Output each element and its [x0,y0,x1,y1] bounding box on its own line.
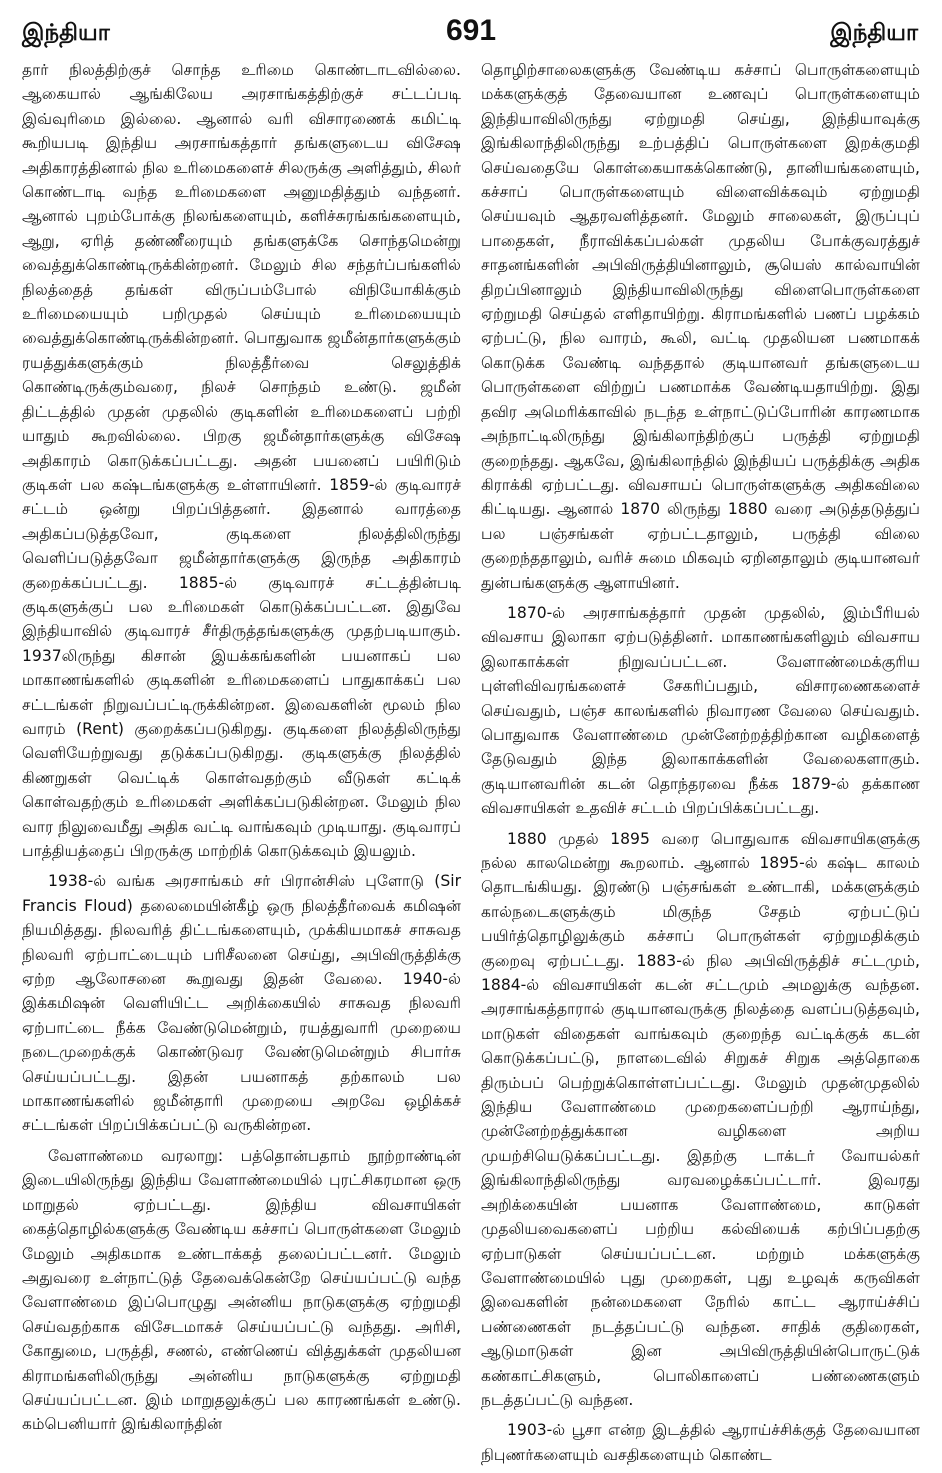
header-right-title: இந்தியா [830,20,918,46]
right-paragraph-3: 1880 முதல் 1895 வரை பொதுவாக விவசாயிகளுக்கு நல்ல காலமென்று கூறலாம். ஆனால் 1895-ல் கஷ்ட காலம் தொடங்கியது. இரண்டு பஞ்சங்கள் உண்டாகி, மக்களுக்கும் கால்நடைகளுக்கும் மிகுந்த சேதம் ஏற்பட்டுப் பயிர்த்தொழிலுக்கும் கச்சாப் பொருள்கள் ஏற்றுமதிக்கும் குறைவு ஏற்பட்டது. 1883-ல் நில அபிவிருத்திச் சட்டமும், 1884-ல் விவசாயிகள் கடன் சட்டமும் அமலுக்கு வந்தன. அரசாங்கத்தாரால் குடியானவருக்கு நிலத்தை வளப்படுத்தவும், மாடுகள் விதைகள் வாங்கவும் குறைந்த வட்டிக்குக் கடன் கொடுக்கப்பட்டு, நாளடைவில் சிறுகச் சிறுக அத்தொகை திரும்பப் பெற்றுக்கொள்ளப்பட்டது. மேலும் முதன்முதலில் இந்திய வேளாண்மை முறைகளைப்பற்றி ஆராய்ந்து, முன்னேற்றத்துக்கான வழிகளை அறிய முயற்சியெடுக்கப்பட்டது. இதற்கு டாக்டர் வோயல்கர் இங்கிலாந்திலிருந்து வரவழைக்கப்பட்டார். இவரது அறிக்கையின் பயனாக வேளாண்மை, காடுகள் முதலியவைகளைப் பற்றிய கல்வியைக் கற்பிப்பதற்கு ஏற்பாடுகள் செய்யப்பட்டன. மற்றும் மக்களுக்கு வேளாண்மையில் புது முறைகள், புது உழவுக் கருவிகள் இவைகளின் நன்மைகளை நேரில் காட்ட ஆராய்ச்சிப் பண்ணைகள் நடத்தப்பட்டு வந்தன. சாதிக் குதிரைகள், ஆடுமாடுகள் இன அபிவிருத்தியின்பொருட்டுக் கண்காட்சிகளும், பொலிகாளைப் பண்ணைகளும் நடத்தப்பட்டு வந்தன. [481,829,920,1409]
two-column-body [14,58,928,1473]
running-header [14,14,928,58]
left-paragraph-3: வேளாண்மை வரலாறு: பத்தொன்பதாம் நூற்றாண்டின் இடையிலிருந்து இந்திய வேளாண்மையில் புரட்சிகரமான ஒரு மாறுதல் ஏற்பட்டது. இந்திய விவசாயிகள் கைத்தொழில்களுக்கு வேண்டிய கச்சாப் பொருள்களை மேலும் மேலும் அதிகமாக உண்டாக்கத் தலைப்பட்டனர். மேலும் அதுவரை உள்நாட்டுத் தேவைக்கென்றே செய்யப்பட்டு வந்த வேளாண்மை இப்பொழுது அன்னிய நாடுகளுக்கு ஏற்றுமதி செய்வதற்காக விசேடமாகச் செய்யப்பட்டு வந்தது. அரிசி, கோதுமை, பருத்தி, சணல், எண்ணெய் வித்துக்கள் முதலியன கிராமங்களிலிருந்து அன்னிய நாடுகளுக்கு ஏற்றுமதி செய்யப்பட்டன. இம் மாறுதலுக்குப் பல காரணங்கள் உண்டு. கம்பெனியார் இங்கிலாந்தின் [22,1146,461,1434]
left-paragraph-2: 1938-ல் வங்க அரசாங்கம் சர் பிரான்சிஸ் புளோடு (Sir Francis Floud) தலைமையின்கீழ் ஒரு நிலத்தீர்வைக் கமிஷன் நியமித்தது. நிலவரித் திட்டங்களையும், முக்கியமாகச் சாசுவத நிலவரி ஏற்பாட்டையும் பரிசீலனை செய்து, அபிவிருத்திக்கு ஏற்ற ஆலோசனை கூறுவது இதன் வேலை. 1940-ல் இக்கமிஷன் வெளியிட்ட அறிக்கையில் சாசுவத நிலவரி ஏற்பாட்டை நீக்க வேண்டுமென்றும், ரயத்துவாரி முறையை நடைமுறைக்குக் கொண்டுவர வேண்டுமென்றும் சிபார்சு செய்யப்பட்டது. இதன் பயனாகத் தற்காலம் பல மாகாணங்களில் ஜமீன்தாரி முறையை அறவே ஒழிக்கச் சட்டங்கள் பிறப்பிக்கப்பட்டு வருகின்றன. [22,872,461,1135]
left-paragraph-1: தார் நிலத்திற்குச் சொந்த உரிமை கொண்டாடவில்லை. ஆகையால் ஆங்கிலேய அரசாங்கத்திற்குச் சட்டப்படி இவ்வுரிமை இல்லை. ஆனால் வரி விசாரணைக் கமிட்டி கூறியபடி இந்திய அரசாங்கத்தார் தங்களுடைய விசேஷ அதிகாரத்தினால் நில உரிமைகளைச் சிலருக்கு அளித்தும், சிலர் கொண்டாடி வந்த உரிமைகளை அனுமதித்தும் வந்தனர். ஆனால் புறம்போக்கு நிலங்களையும், களிச்சுரங்கங்களையும், ஆறு, ஏரித் தண்ணீரையும் தங்களுக்கே சொந்தமென்று வைத்துக்கொண்டிருக்கின்றனர். மேலும் சில சந்தர்ப்பங்களில் நிலத்தைத் தங்கள் விருப்பம்போல் விநியோகிக்கும் உரிமையையும் பறிமுதல் செய்யும் உரிமையையும் வைத்துக்கொண்டிருக்கின்றனர். பொதுவாக ஜமீன்தார்களுக்கும் ரயத்துக்களுக்கும் நிலத்தீர்வை செலுத்திக் கொண்டிருக்கும்வரை, நிலச் சொந்தம் உண்டு. ஜமீன் திட்டத்தில் முதன் முதலில் குடிகளின் உரிமைகளைப் பற்றி யாதும் கூறவில்லை. பிறகு ஜமீன்தார்களுக்கு விசேஷ அதிகாரம் கொடுக்கப்பட்டது. அதன் பயனைப் பயிரிடும் குடிகள் பல கஷ்டங்களுக்கு உள்ளாயினர். 1859-ல் குடிவாரச் சட்டம் ஒன்று பிறப்பித்தனர். இதனால் வாரத்தை அதிகப்படுத்தவோ, குடிகளை நிலத்திலிருந்து வெளிப்படுத்தவோ ஜமீன்தார்களுக்கு இருந்த அதிகாரம் குறைக்கப்பட்டது. 1885-ல் குடிவாரச் சட்டத்தின்படி குடிகளுக்குப் பல உரிமைகள் கொடுக்கப்பட்டன. இதுவே இந்தியாவில் குடிவாரச் சீர்திருத்தங்களுக்கு முதற்படியாகும். 1937லிருந்து கிசான் இயக்கங்களின் பயனாகப் பல மாகாணங்களில் குடிகளின் உரிமைகளைப் பாதுகாக்கப் பல சட்டங்கள் நிறுவப்பட்டிருக்கின்றன. இவைகளின் மூலம் நில வாரம் (Rent) குறைக்கப்படுகிறது. குடிகளை நிலத்திலிருந்து வெளியேற்றுவது தடுக்கப்படுகிறது. குடிகளுக்கு நிலத்தில் கிணறுகள் வெட்டிக் கொள்வதற்கும் வீடுகள் கட்டிக் கொள்வதற்கும் உரிமைகள் அளிக்கப்படுகின்றன. மேலும் நில வார நிலுவைமீது அதிக வட்டி வாங்கவும் முடியாது. குடிவாரப் பாத்தியத்தைப் பிறருக்கு மாற்றிக் கொடுக்கவும் இயலும். [22,61,461,860]
header-left-title: இந்தியா [22,20,110,46]
right-paragraph-1: தொழிற்சாலைகளுக்கு வேண்டிய கச்சாப் பொருள்களையும் மக்களுக்குத் தேவையான உணவுப் பொருள்களையும் இந்தியாவிலிருந்து ஏற்றுமதி செய்து, இந்தியாவுக்கு இங்கிலாந்திலிருந்து உற்பத்திப் பொருள்களை இறக்குமதி செய்வதையே கொள்கையாகக்கொண்டு, தானியங்களையும், கச்சாப் பொருள்களையும் விளைவிக்கவும் ஏற்றுமதி செய்யவும் ஆதரவளித்தனர். மேலும் சாலைகள், இருப்புப் பாதைகள், நீராவிக்கப்பல்கள் முதலிய போக்குவரத்துச் சாதனங்களின் அபிவிருத்தியினாலும், சூயெஸ் கால்வாயின் திறப்பினாலும் இந்தியாவிலிருந்து விளைபொருள்களை ஏற்றுமதி செய்தல் எளிதாயிற்று. கிராமங்களில் பணப் பழக்கம் ஏற்பட்டு, நில வாரம், கூலி, வட்டி முதலியன பணமாகக் கொடுக்க வேண்டி வந்ததால் குடியானவர் தங்களுடைய பொருள்களை விற்றுப் பணமாக்க வேண்டியதாயிற்று. இது தவிர அமெரிக்காவில் நடந்த உள்நாட்டுப்போரின் காரணமாக அந்நாட்டிலிருந்து இங்கிலாந்திற்குப் பருத்தி ஏற்றுமதி குறைந்தது. ஆகவே, இங்கிலாந்தில் இந்தியப் பருத்திக்கு அதிக கிராக்கி ஏற்பட்டது. விவசாயப் பொருள்களுக்கு அதிகவிலை கிட்டியது. ஆனால் 1870 லிருந்து 1880 வரை அடுத்தடுத்துப் பல பஞ்சங்கள் ஏற்பட்டதாலும், பருத்தி விலை குறைந்ததாலும், வரிச் சுமை மிகவும் ஏறினதாலும் குடியானவர் துன்பங்களுக்கு ஆளாயினர். [481,61,920,592]
right-paragraph-2: 1870-ல் அரசாங்கத்தார் முதன் முதலில், இம்பீரியல் விவசாய இலாகா ஏற்படுத்தினர். மாகாணங்களிலும் விவசாய இலாகாக்கள் நிறுவப்பட்டன. வேளாண்மைக்குரிய புள்ளிவிவரங்களைச் சேகரிப்பதும், விசாரணைகளைச் செய்வதும், பஞ்ச காலங்களில் நிவாரண வேலை செய்வதும். பொதுவாக வேளாண்மை முன்னேற்றத்திற்கான வழிகளைத் தேடுவதும் இந்த இலாகாக்களின் வேலைகளாகும். குடியானவரின் கடன் தொந்தரவை நீக்க 1879-ல் தக்காண விவசாயிகள் உதவிச் சட்டம் பிறப்பிக்கப்பட்டது. [481,603,920,818]
page-number: 691 [445,14,497,47]
left-column [22,58,461,1473]
right-paragraph-4: 1903-ல் பூசா என்ற இடத்தில் ஆராய்ச்சிக்குத் தேவையான நிபுணர்களையும் வசதிகளையும் கொண்ட [481,1421,920,1464]
right-column [481,58,920,1473]
